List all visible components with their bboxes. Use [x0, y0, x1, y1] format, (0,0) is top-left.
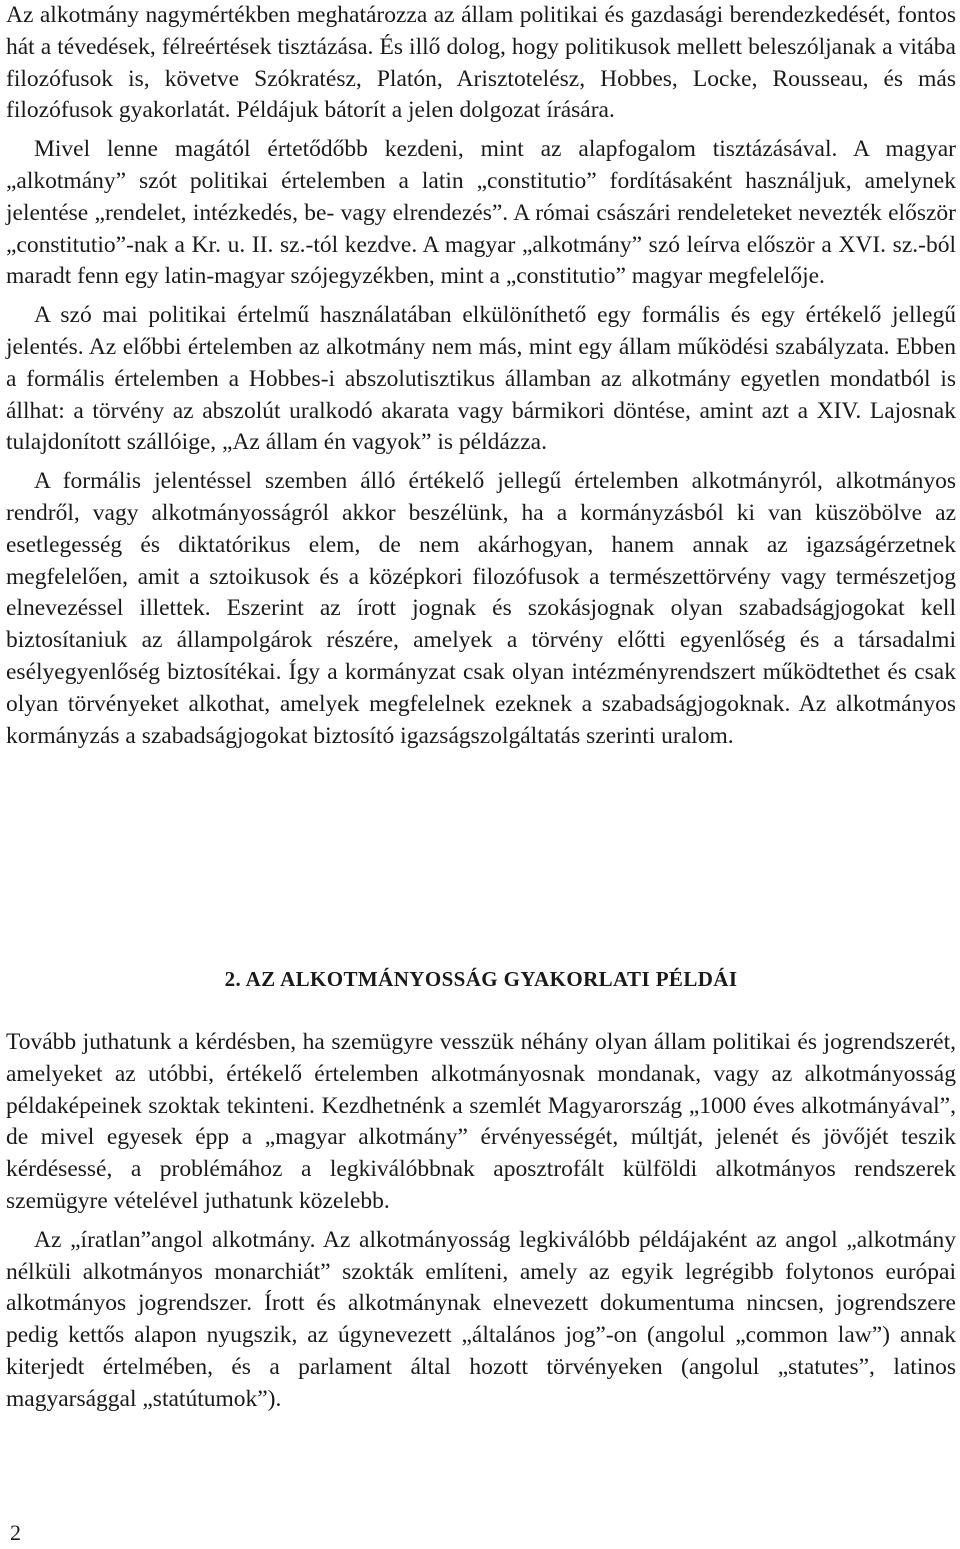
paragraph-definition: Mivel lenne magától értetődőbb kezdeni, mint az alapfogalom tisztázásával. A magyar „alkotmány” szót politikai értelemben a latin „constitutio” fordításaként használjuk, amelynek jelentése „rendelet, intézkedés, be- vagy elrendezés”. A római császári rendeleteket nevezték először „constitutio”-nak a Kr. u. II. sz.-tól kezdve. A magyar „alkotmány” szó leírva először a XVI. sz.-ból maradt fenn egy latin-magyar szójegyzékben, mint a „constitutio” magyar megfelelője.: [6, 136, 956, 290]
paragraph-evaluative-meaning: A formális jelentéssel szemben álló értékelő jellegű értelemben alkotmányról, alkotmányos rendről, vagy alkotmányosságról akkor beszélünk, ha a kormányzásból ki van küszöbölve az esetlegesség és diktatórikus elem, de nem akárhogyan, hanem annak az igazságérzetnek megfelelően, amit a sztoikusok és a középkori filozófusok a természettörvény vagy természetjog elnevezéssel illettek. Eszerint az írott jognak és szokásjognak olyan szabadságjogokat kell biztosítaniuk az állampolgárok részére, amelyek a törvény előtti egyenlőség és a társadalmi esélyegyenlőség biztosítékai. Így a kormányzat csak olyan intézményrendszert működtethet és csak olyan törvényeket alkothat, amelyek megfelelnek ezeknek a szabadságjogoknak. Az alkotmányos kormányzás a szabadságjogokat biztosító igazságszolgáltatás szerinti uralom.: [6, 468, 956, 749]
paragraph-examples-intro: Tovább juthatunk a kérdésben, ha szemügyre vesszük néhány olyan állam politikai és jogrendszerét, amelyeket az utóbbi, értékelő értelemben alkotmányosnak mondanak, vagy az alkotmányosság példaképeinek szoktak tekinteni. Kezdhetnénk a szemlét Magyarország „1000 éves alkotmányával”, de mivel egyesek épp a „magyar alkotmány” érvényességét, múltját, jelenét és jövőjét teszik kérdésessé, a problémához a legkiválóbbnak aposztrofált külföldi alkotmányos rendszerek szemügyre vételével juthatunk közelebb.: [6, 1029, 956, 1214]
section-heading: 2. AZ ALKOTMÁNYOSSÁG GYAKORLATI PÉLDÁI: [224, 967, 738, 991]
paragraph-formal-meaning: A szó mai politikai értelmű használatában elkülöníthető egy formális és egy értékelő jellegű jelentés. Az előbbi értelemben az alkotmány nem más, mint egy állam működési szabályzata. Ebben a formális értelemben a Hobbes-i abszolutisztikus államban az alkotmány egyetlen mondatból is állhat: a törvény az abszolút uralkodó akarata vagy bármikori döntése, amint azt a XIV. Lajosnak tulajdonított szállóige, „Az állam én vagyok” is példázza.: [6, 302, 956, 456]
paragraph-intro: Az alkotmány nagymértékben meghatározza az állam politikai és gazdasági berendezkedését, fontos hát a tévedések, félreértések tisztázása. És illő dolog, hogy politikusok mellett beleszóljanak a vitába filozófusok is, követve Szókratész, Platón, Arisztotelész, Hobbes, Locke, Rousseau, és más filozófusok gyakorlatát. Példájuk bátorít a jelen dolgozat írására.: [6, 2, 956, 124]
examples-section: [6, 1027, 956, 1416]
paragraph-english-constitution: Az „íratlan”angol alkotmány. Az alkotmányosság legkiválóbb példájaként az angol „alkotmány nélküli alkotmányos monarchiát” szokták említeni, amely az egyik legrégibb folytonos európai alkotmányos jogrendszer. Írott és alkotmánynak elnevezett dokumentuma nincsen, jogrendszere pedig kettős alapon nyugszik, az úgynevezett „általános jog”-on (angolul „common law”) annak kiterjedt értelmében, és a parlament által hozott törvényeken (angolul „statutes”, latinos magyarsággal „statútumok”).: [6, 1226, 956, 1412]
document-page: [6, 0, 956, 1549]
intro-section: [6, 0, 956, 752]
page-number: 2: [10, 1520, 21, 1545]
